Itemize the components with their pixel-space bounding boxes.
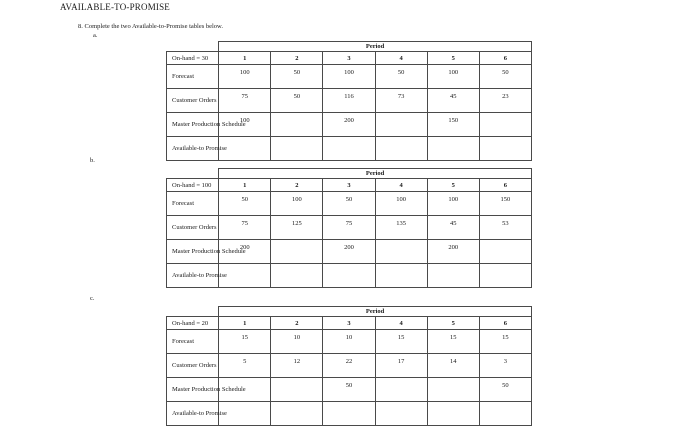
table-a-label: a. [93, 32, 98, 39]
customer-orders-row-cell: 17 [375, 354, 427, 378]
customer-orders-row-cell: 116 [323, 89, 375, 113]
mps-row-cell: 50 [479, 378, 531, 402]
customer-orders-row-label: Customer Orders [167, 89, 219, 113]
customer-orders-row-cell: 75 [219, 216, 271, 240]
forecast-row-cell: 50 [375, 65, 427, 89]
period-number: 1 [219, 179, 271, 192]
blank-corner [167, 42, 219, 52]
atp-row-label: Available-to Promise [167, 137, 219, 161]
customer-orders-row-cell: 3 [479, 354, 531, 378]
customer-orders-row-cell: 14 [427, 354, 479, 378]
mps-row-cell: 150 [427, 113, 479, 137]
on-hand-label: On-hand = 100 [167, 179, 219, 192]
atp-input-cell[interactable] [479, 402, 531, 426]
forecast-row [167, 192, 532, 216]
atp-row-label: Available-to Promise [167, 264, 219, 288]
forecast-row-label: Forecast [167, 65, 219, 89]
mps-row-cell [375, 113, 427, 137]
mps-row-cell [271, 378, 323, 402]
mps-row-cell: 50 [323, 378, 375, 402]
atp-row-label: Available-to Promise [167, 402, 219, 426]
period-number: 2 [271, 179, 323, 192]
forecast-row-cell: 100 [271, 192, 323, 216]
atp-input-cell[interactable] [375, 402, 427, 426]
forecast-row-cell: 15 [427, 330, 479, 354]
mps-row [167, 113, 532, 137]
forecast-row-cell: 100 [323, 65, 375, 89]
mps-row-label: Master Production Schedule [167, 378, 219, 402]
forecast-row-cell: 50 [219, 192, 271, 216]
period-number: 6 [479, 179, 531, 192]
mps-row-cell [479, 113, 531, 137]
customer-orders-row-cell: 5 [219, 354, 271, 378]
atp-input-cell[interactable] [375, 264, 427, 288]
atp-table-a [166, 41, 532, 161]
header-row [167, 179, 532, 192]
customer-orders-row-cell: 45 [427, 89, 479, 113]
forecast-row-label: Forecast [167, 192, 219, 216]
table-b-label: b. [90, 157, 95, 164]
customer-orders-row [167, 89, 532, 113]
customer-orders-row [167, 216, 532, 240]
forecast-row-label: Forecast [167, 330, 219, 354]
period-number: 5 [427, 317, 479, 330]
atp-input-cell[interactable] [479, 137, 531, 161]
on-hand-label: On-hand = 30 [167, 52, 219, 65]
period-number: 1 [219, 317, 271, 330]
atp-input-cell[interactable] [271, 402, 323, 426]
period-number: 1 [219, 52, 271, 65]
forecast-row-cell: 50 [271, 65, 323, 89]
period-number: 3 [323, 317, 375, 330]
forecast-row-cell: 50 [323, 192, 375, 216]
header-row [167, 317, 532, 330]
mps-row-cell [375, 378, 427, 402]
mps-row-cell: 200 [219, 240, 271, 264]
blank-corner [167, 307, 219, 317]
customer-orders-row [167, 354, 532, 378]
period-number: 3 [323, 52, 375, 65]
mps-row-label: Master Production Schedule [167, 113, 219, 137]
blank-corner [167, 169, 219, 179]
mps-row-cell [427, 378, 479, 402]
mps-row-cell [271, 113, 323, 137]
forecast-row-cell: 100 [427, 65, 479, 89]
customer-orders-row-cell: 75 [323, 216, 375, 240]
forecast-row-cell: 15 [375, 330, 427, 354]
period-number: 2 [271, 52, 323, 65]
period-number: 4 [375, 179, 427, 192]
customer-orders-row-cell: 50 [271, 89, 323, 113]
forecast-row-cell: 100 [427, 192, 479, 216]
period-caption-row [167, 42, 532, 52]
atp-input-cell[interactable] [271, 137, 323, 161]
period-number: 4 [375, 52, 427, 65]
mps-row-label: Master Production Schedule [167, 240, 219, 264]
page-title: AVAILABLE-TO-PROMISE [60, 2, 171, 12]
customer-orders-row-cell: 12 [271, 354, 323, 378]
mps-row [167, 378, 532, 402]
atp-input-cell[interactable] [323, 402, 375, 426]
period-number: 3 [323, 179, 375, 192]
forecast-row [167, 65, 532, 89]
mps-row-cell: 200 [427, 240, 479, 264]
customer-orders-row-cell: 53 [479, 216, 531, 240]
on-hand-label: On-hand = 20 [167, 317, 219, 330]
period-caption-row [167, 307, 532, 317]
header-row [167, 52, 532, 65]
atp-input-cell[interactable] [271, 264, 323, 288]
period-number: 6 [479, 52, 531, 65]
period-number: 5 [427, 179, 479, 192]
forecast-row [167, 330, 532, 354]
customer-orders-row-cell: 45 [427, 216, 479, 240]
mps-row-cell [479, 240, 531, 264]
customer-orders-row-label: Customer Orders [167, 354, 219, 378]
atp-input-cell[interactable] [323, 137, 375, 161]
customer-orders-row-cell: 22 [323, 354, 375, 378]
period-number: 5 [427, 52, 479, 65]
customer-orders-row-cell: 135 [375, 216, 427, 240]
atp-input-cell[interactable] [427, 137, 479, 161]
atp-table-b [166, 168, 532, 288]
customer-orders-row-cell: 125 [271, 216, 323, 240]
forecast-row-cell: 10 [323, 330, 375, 354]
forecast-row-cell: 150 [479, 192, 531, 216]
atp-input-cell[interactable] [323, 264, 375, 288]
atp-input-cell[interactable] [427, 264, 479, 288]
question-text: 8. Complete the two Available-to-Promise tables below. [78, 23, 223, 30]
mps-row [167, 240, 532, 264]
mps-row-cell [271, 240, 323, 264]
customer-orders-row-cell: 23 [479, 89, 531, 113]
period-caption-row [167, 169, 532, 179]
atp-table-c [166, 306, 532, 426]
mps-row-cell: 200 [323, 240, 375, 264]
mps-row-cell: 200 [323, 113, 375, 137]
atp-input-cell[interactable] [479, 264, 531, 288]
customer-orders-row-cell: 73 [375, 89, 427, 113]
period-caption: Period [219, 307, 532, 317]
period-caption: Period [219, 42, 532, 52]
atp-row [167, 137, 532, 161]
period-number: 6 [479, 317, 531, 330]
table-c-label: c. [90, 295, 95, 302]
atp-row [167, 402, 532, 426]
forecast-row-cell: 15 [219, 330, 271, 354]
atp-input-cell[interactable] [375, 137, 427, 161]
atp-row [167, 264, 532, 288]
period-number: 2 [271, 317, 323, 330]
mps-row-cell: 100 [219, 113, 271, 137]
atp-input-cell[interactable] [427, 402, 479, 426]
period-caption: Period [219, 169, 532, 179]
forecast-row-cell: 10 [271, 330, 323, 354]
mps-row-cell [375, 240, 427, 264]
forecast-row-cell: 100 [219, 65, 271, 89]
customer-orders-row-label: Customer Orders [167, 216, 219, 240]
customer-orders-row-cell: 75 [219, 89, 271, 113]
period-number: 4 [375, 317, 427, 330]
forecast-row-cell: 50 [479, 65, 531, 89]
forecast-row-cell: 100 [375, 192, 427, 216]
forecast-row-cell: 15 [479, 330, 531, 354]
